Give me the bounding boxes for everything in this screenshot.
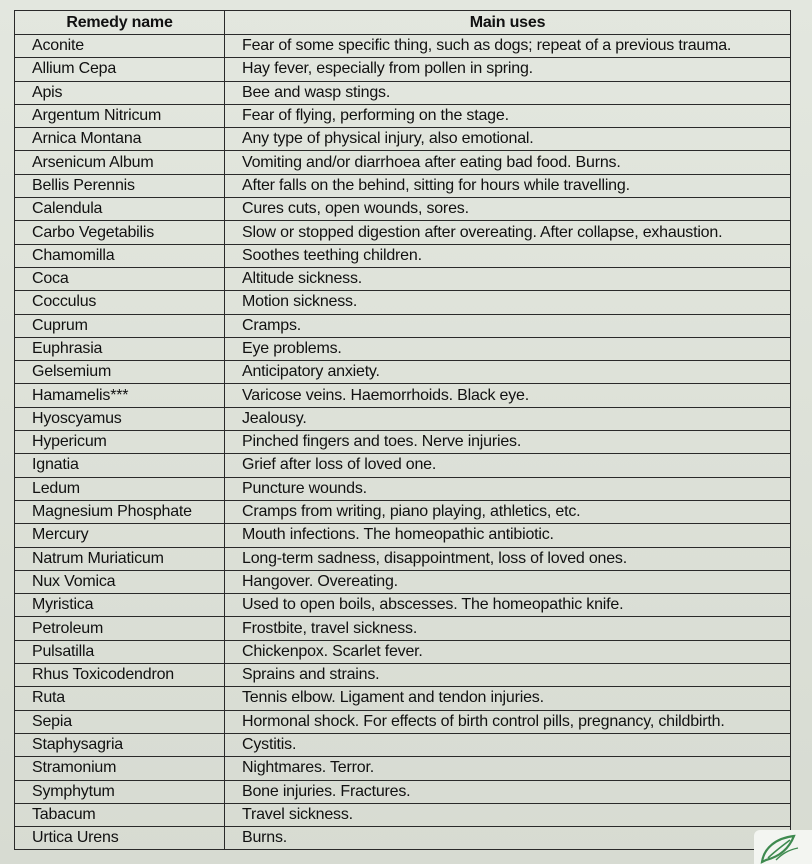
main-use-cell: Vomiting and/or diarrhoea after eating bad food. Burns. bbox=[225, 151, 791, 174]
remedy-name-cell: Apis bbox=[15, 81, 225, 104]
remedy-name-cell: Arnica Montana bbox=[15, 128, 225, 151]
main-use-cell: Fear of flying, performing on the stage. bbox=[225, 104, 791, 127]
main-use-cell: Mouth infections. The homeopathic antibiotic. bbox=[225, 524, 791, 547]
main-use-cell: Hormonal shock. For effects of birth control pills, pregnancy, childbirth. bbox=[225, 710, 791, 733]
main-use-cell: Frostbite, travel sickness. bbox=[225, 617, 791, 640]
remedy-name-cell: Hamamelis*** bbox=[15, 384, 225, 407]
table-row bbox=[15, 733, 791, 756]
remedy-name-cell: Petroleum bbox=[15, 617, 225, 640]
main-use-cell: Used to open boils, abscesses. The homeopathic knife. bbox=[225, 594, 791, 617]
remedy-name-cell: Coca bbox=[15, 267, 225, 290]
main-use-cell: Hangover. Overeating. bbox=[225, 570, 791, 593]
remedy-name-cell: Calendula bbox=[15, 198, 225, 221]
table-row bbox=[15, 104, 791, 127]
main-use-cell: Eye problems. bbox=[225, 337, 791, 360]
main-use-cell: Cramps from writing, piano playing, athletics, etc. bbox=[225, 500, 791, 523]
main-use-cell: Long-term sadness, disappointment, loss of loved ones. bbox=[225, 547, 791, 570]
table-row bbox=[15, 640, 791, 663]
main-use-cell: Anticipatory anxiety. bbox=[225, 361, 791, 384]
table-row bbox=[15, 664, 791, 687]
table-row bbox=[15, 710, 791, 733]
table-row bbox=[15, 384, 791, 407]
table-header-row bbox=[15, 11, 791, 35]
table-row bbox=[15, 454, 791, 477]
remedy-name-cell: Stramonium bbox=[15, 757, 225, 780]
remedy-name-cell: Ignatia bbox=[15, 454, 225, 477]
table-row bbox=[15, 128, 791, 151]
remedy-name-cell: Magnesium Phosphate bbox=[15, 500, 225, 523]
main-use-cell: Grief after loss of loved one. bbox=[225, 454, 791, 477]
table-row bbox=[15, 244, 791, 267]
remedy-name-cell: Gelsemium bbox=[15, 361, 225, 384]
main-use-cell: Altitude sickness. bbox=[225, 267, 791, 290]
header-main-uses: Main uses bbox=[225, 11, 791, 35]
main-use-cell: Nightmares. Terror. bbox=[225, 757, 791, 780]
table-row bbox=[15, 547, 791, 570]
table-row bbox=[15, 81, 791, 104]
table-row bbox=[15, 477, 791, 500]
remedy-name-cell: Rhus Toxicodendron bbox=[15, 664, 225, 687]
remedy-name-cell: Myristica bbox=[15, 594, 225, 617]
main-use-cell: Hay fever, especially from pollen in spring. bbox=[225, 58, 791, 81]
remedy-name-cell: Sepia bbox=[15, 710, 225, 733]
table-row bbox=[15, 174, 791, 197]
remedy-name-cell: Hyoscyamus bbox=[15, 407, 225, 430]
table-row bbox=[15, 291, 791, 314]
leaf-logo-icon bbox=[754, 830, 812, 864]
main-use-cell: Puncture wounds. bbox=[225, 477, 791, 500]
main-use-cell: Soothes teething children. bbox=[225, 244, 791, 267]
remedy-name-cell: Chamomilla bbox=[15, 244, 225, 267]
table-row bbox=[15, 151, 791, 174]
main-use-cell: After falls on the behind, sitting for hours while travelling. bbox=[225, 174, 791, 197]
header-remedy-name: Remedy name bbox=[15, 11, 225, 35]
main-use-cell: Cramps. bbox=[225, 314, 791, 337]
remedy-name-cell: Symphytum bbox=[15, 780, 225, 803]
remedy-name-cell: Arsenicum Album bbox=[15, 151, 225, 174]
table-row bbox=[15, 780, 791, 803]
main-use-cell: Tennis elbow. Ligament and tendon injuries. bbox=[225, 687, 791, 710]
remedy-name-cell: Euphrasia bbox=[15, 337, 225, 360]
table-row bbox=[15, 757, 791, 780]
remedy-name-cell: Allium Cepa bbox=[15, 58, 225, 81]
main-use-cell: Slow or stopped digestion after overeating. After collapse, exhaustion. bbox=[225, 221, 791, 244]
table-row bbox=[15, 827, 791, 850]
table-row bbox=[15, 58, 791, 81]
remedy-name-cell: Hypericum bbox=[15, 431, 225, 454]
remedy-name-cell: Ruta bbox=[15, 687, 225, 710]
table-row bbox=[15, 314, 791, 337]
remedy-name-cell: Nux Vomica bbox=[15, 570, 225, 593]
table-row bbox=[15, 337, 791, 360]
main-use-cell: Bone injuries. Fractures. bbox=[225, 780, 791, 803]
main-use-cell: Cystitis. bbox=[225, 733, 791, 756]
table-row bbox=[15, 594, 791, 617]
main-use-cell: Jealousy. bbox=[225, 407, 791, 430]
remedy-name-cell: Argentum Nitricum bbox=[15, 104, 225, 127]
remedy-name-cell: Aconite bbox=[15, 35, 225, 58]
table-row bbox=[15, 198, 791, 221]
table-row bbox=[15, 267, 791, 290]
table-row bbox=[15, 687, 791, 710]
table-body bbox=[15, 35, 791, 850]
main-use-cell: Sprains and strains. bbox=[225, 664, 791, 687]
main-use-cell: Chickenpox. Scarlet fever. bbox=[225, 640, 791, 663]
remedy-name-cell: Natrum Muriaticum bbox=[15, 547, 225, 570]
main-use-cell: Varicose veins. Haemorrhoids. Black eye. bbox=[225, 384, 791, 407]
main-use-cell: Pinched fingers and toes. Nerve injuries. bbox=[225, 431, 791, 454]
table-row bbox=[15, 617, 791, 640]
table-row bbox=[15, 431, 791, 454]
main-use-cell: Motion sickness. bbox=[225, 291, 791, 314]
table-row bbox=[15, 500, 791, 523]
remedy-name-cell: Staphysagria bbox=[15, 733, 225, 756]
remedy-name-cell: Cocculus bbox=[15, 291, 225, 314]
remedy-name-cell: Bellis Perennis bbox=[15, 174, 225, 197]
main-use-cell: Cures cuts, open wounds, sores. bbox=[225, 198, 791, 221]
table-row bbox=[15, 803, 791, 826]
remedy-name-cell: Pulsatilla bbox=[15, 640, 225, 663]
remedies-table bbox=[14, 10, 791, 850]
table-row bbox=[15, 407, 791, 430]
main-use-cell: Fear of some specific thing, such as dogs; repeat of a previous trauma. bbox=[225, 35, 791, 58]
main-use-cell: Bee and wasp stings. bbox=[225, 81, 791, 104]
table-row bbox=[15, 570, 791, 593]
main-use-cell: Travel sickness. bbox=[225, 803, 791, 826]
main-use-cell: Any type of physical injury, also emotional. bbox=[225, 128, 791, 151]
main-use-cell: Burns. bbox=[225, 827, 791, 850]
table-row bbox=[15, 221, 791, 244]
remedy-name-cell: Cuprum bbox=[15, 314, 225, 337]
remedy-name-cell: Mercury bbox=[15, 524, 225, 547]
remedy-name-cell: Carbo Vegetabilis bbox=[15, 221, 225, 244]
table-row bbox=[15, 361, 791, 384]
table-row bbox=[15, 524, 791, 547]
remedy-name-cell: Urtica Urens bbox=[15, 827, 225, 850]
table-row bbox=[15, 35, 791, 58]
remedy-name-cell: Ledum bbox=[15, 477, 225, 500]
remedy-name-cell: Tabacum bbox=[15, 803, 225, 826]
